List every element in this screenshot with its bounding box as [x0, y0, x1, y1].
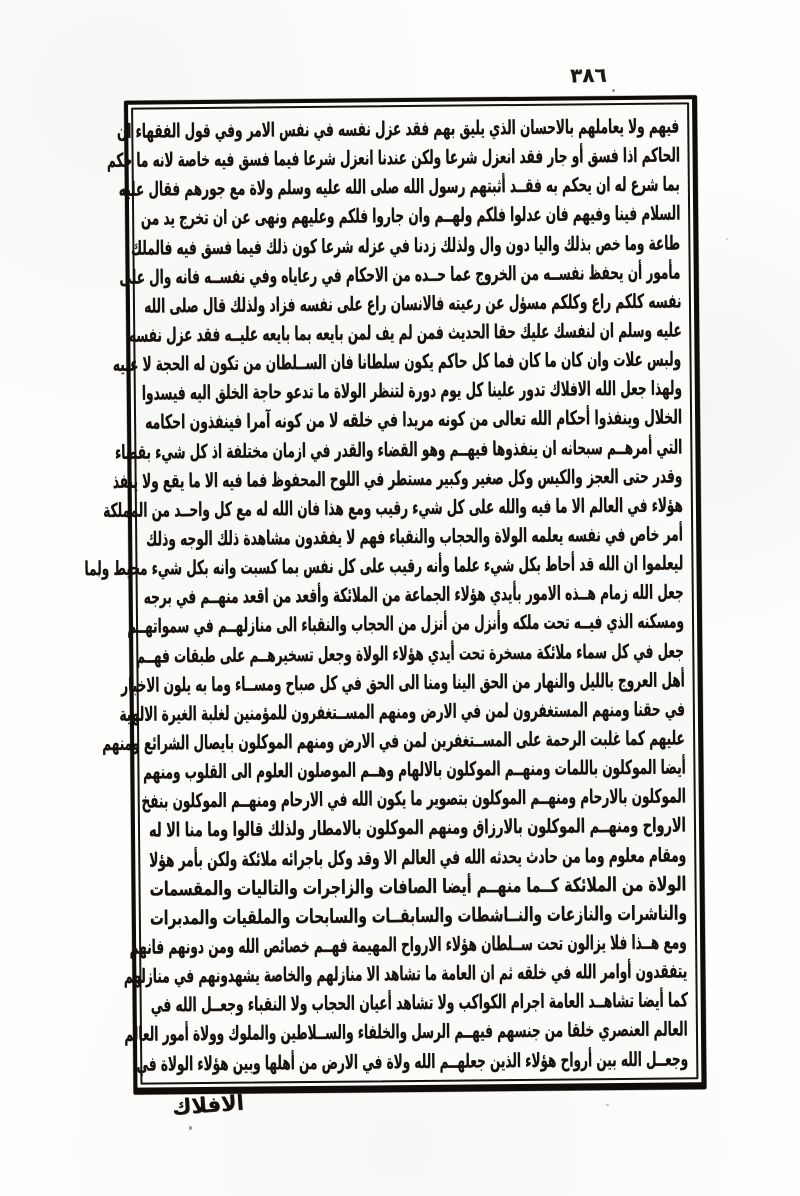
text-line: السلام فينا وفيهم فان عدلوا فلكم ولهــم وان جاروا فلكم وعليهم ونهى عن ان تخرج يد من	[140, 201, 681, 231]
text-line: التي أمرهــم سبحانه ان ينفذوها فيهــم وهو القضاء والقدر في ازمان مختلفة اذ كل شيء بقضاء	[115, 434, 683, 464]
scan-speck	[612, 89, 615, 92]
page-number: ٣٨٦	[569, 62, 607, 88]
text-line: بما شرع له ان يحكم به فقــد أثبتهم رسول الله صلى الله عليه وسلم ولاة مع جورهم فقال عليه	[118, 172, 680, 202]
text-line: كما أيضا تشاهــد العامة اجرام الكواكب ولا تشاهد أعيان الحجاب ولا النقباء وجعــل الله في	[150, 988, 688, 1017]
text-line: الارواح ومنهــم الموكلون بالارزاق ومنهم الموكلون بالامطار ولذلك قالوا وما منا الا له	[148, 813, 687, 842]
text-line: هؤلاء في العالم الا ما فيه والله على كل شيء رقيب ومع هذا فان الله له مع كل واحــد من المملكة	[103, 493, 684, 522]
text-line: جعل في كل سماء ملائكة مسخرة تحت أيدي هؤلاء الولاة وجعل تسخيرهــم على طبقات فهــم	[136, 638, 685, 668]
text-line: جعل الله زمام هــذه الامور بأيدي هؤلاء الجماعة من الملائكة وأقعد من اقعد منهــم في برجه	[143, 580, 684, 609]
text-line: أهل العروج بالليل والنهار من الحق الينا ومنا الى الحق في كل صباح ومســاء وما به يلون الاخبار	[120, 668, 685, 697]
text-line: ومع هــذا فلا يزالون تحت ســلطان هؤلاء الارواح المهيمة فهــم خصائص الله ومن دونهم فانهم	[129, 930, 688, 959]
text-line: ولبس علات وان كان ما كان فما كل حاكم يكون سلطانا فان الســلطان من تكون له الحجة لا عليه	[113, 347, 682, 376]
text-line: عليهم كما غلبت الرحمة على المســتغفرين لمن في الارض ومنهم الموكلون بايصال الشرائع ومنهم	[102, 726, 686, 755]
text-lines	[84, 111, 689, 1078]
scan-speck	[98, 575, 100, 578]
text-line: وقدر حتى العجز والكيس وكل صغير وكبير مستطر في اللوح المحفوظ فما فيه الا ما يقع ولا ينفذ	[112, 464, 683, 493]
text-line: ومسكنه الذي فيــه تحت ملكه وأنزل من أنزل من الحجاب والنقباء الى منازلهــم في سمواتهــم	[127, 609, 685, 639]
scan-speck	[189, 1126, 192, 1130]
scan-speck	[726, 238, 728, 240]
text-line: أيضا الموكلون باللمات ومنهــم الموكلون بالالهام وهــم الموصلون العلوم الى القلوب ومنهم	[142, 755, 686, 784]
text-line: طاعة وما خص بذلك واليا دون وال ولذلك زدنا في عزله شرعا كون ذلك فيما فسق فيه فالملك	[131, 230, 681, 260]
text-line: أمر خاص في نفسه يعلمه الولاة والحجاب والنقباء فهم لا يفقدون مشاهدة ذلك الوجه وذلك	[146, 522, 684, 551]
scan-speck	[606, 1104, 609, 1106]
text-line: الولاة من الملائكة كــما منهــم أيضا الصافات والزاجرات والتاليات والمقسمات	[149, 872, 687, 901]
text-line: العالم العنصري خلقا من جنسهم فيهــم الرسل والخلفاء والســلاطين والملوك وولاة أمور العالم	[124, 1017, 689, 1047]
text-line: فيهم ولا يعاملهم بالاحسان الذي يليق بهم فقد عزل نفسه في نفس الامر وفي قول الفقهاء ان	[116, 114, 680, 143]
text-line: عليه وسلم ان لنفسك عليك حقا الحديث فمن لم يف لمن بايعه بما بايعه عليــه فقد عزل نفسه	[128, 318, 682, 347]
text-line: يتفقدون أوامر الله في خلقه ثم ان العامة ما تشاهد الا منازلهم والخاصة يشهدونهم في منازلهم	[123, 959, 688, 988]
text-line: ومقام معلوم وما من حادث يحدثه الله في العالم الا وقد وكل باجرائه ملائكة ولكن بأمر هؤلا	[149, 842, 687, 872]
text-line: الخلال وينفذوا أحكام الله تعالى من كونه مريدا في خلقه لا من كونه آمرا فينفذون احكامه	[145, 405, 683, 434]
catchword: الافلاك	[171, 1090, 245, 1120]
text-line: نفسه كلكم راع وكلكم مسؤل عن رعيته فالانسان راع على نفسه فزاد ولذلك قال صلى الله	[143, 289, 682, 318]
inner-rule	[84, 102, 698, 1084]
text-line: ولهذا جعل الله الافلاك تدور علينا كل يوم دورة لتنظر الولاة ما تدعو حاجة الخلق اليه فيسدوا	[141, 376, 682, 405]
text-line: الموكلون بالارحام ومنهــم الموكلون بتصوير ما يكون الله في الارحام ومنهــم الموكلون بنفخ	[141, 784, 686, 813]
text-line: وجعــل الله بين أرواح هؤلاء الذين جعلهــم الله ولاة في الارض من أهلها وبين هؤلاء الولاة في	[136, 1046, 689, 1076]
text-line: مأمور أن يحفظ نفســه من الخروج عما حــده من الاحكام في رعاياه وفي نفســه فانه وال على	[119, 260, 681, 289]
text-block	[84, 104, 696, 1082]
text-line: الحاكم اذا فسق أو جار فقد انعزل شرعا ولكن عندنا انعزل شرعا فيما فسق فيه خاصة لانه ما حكم	[106, 143, 680, 173]
text-border-frame	[84, 95, 707, 1094]
text-line: في حقنا ومنهم المستغفرون لمن في الارض ومنهم المســتغفرون للمؤمنين لغلبة الغيرة الالهية	[119, 697, 685, 726]
text-line: ليعلموا ان الله قد أحاط بكل شيء علما وأنه رقيب على كل نفس بما كسبت وانه بكل شيء محيط ولما	[84, 551, 684, 581]
text-line: والناشرات والنازعات والنــاشطات والسابقــات والسابحات والملقيات والمدبرات	[149, 901, 687, 930]
